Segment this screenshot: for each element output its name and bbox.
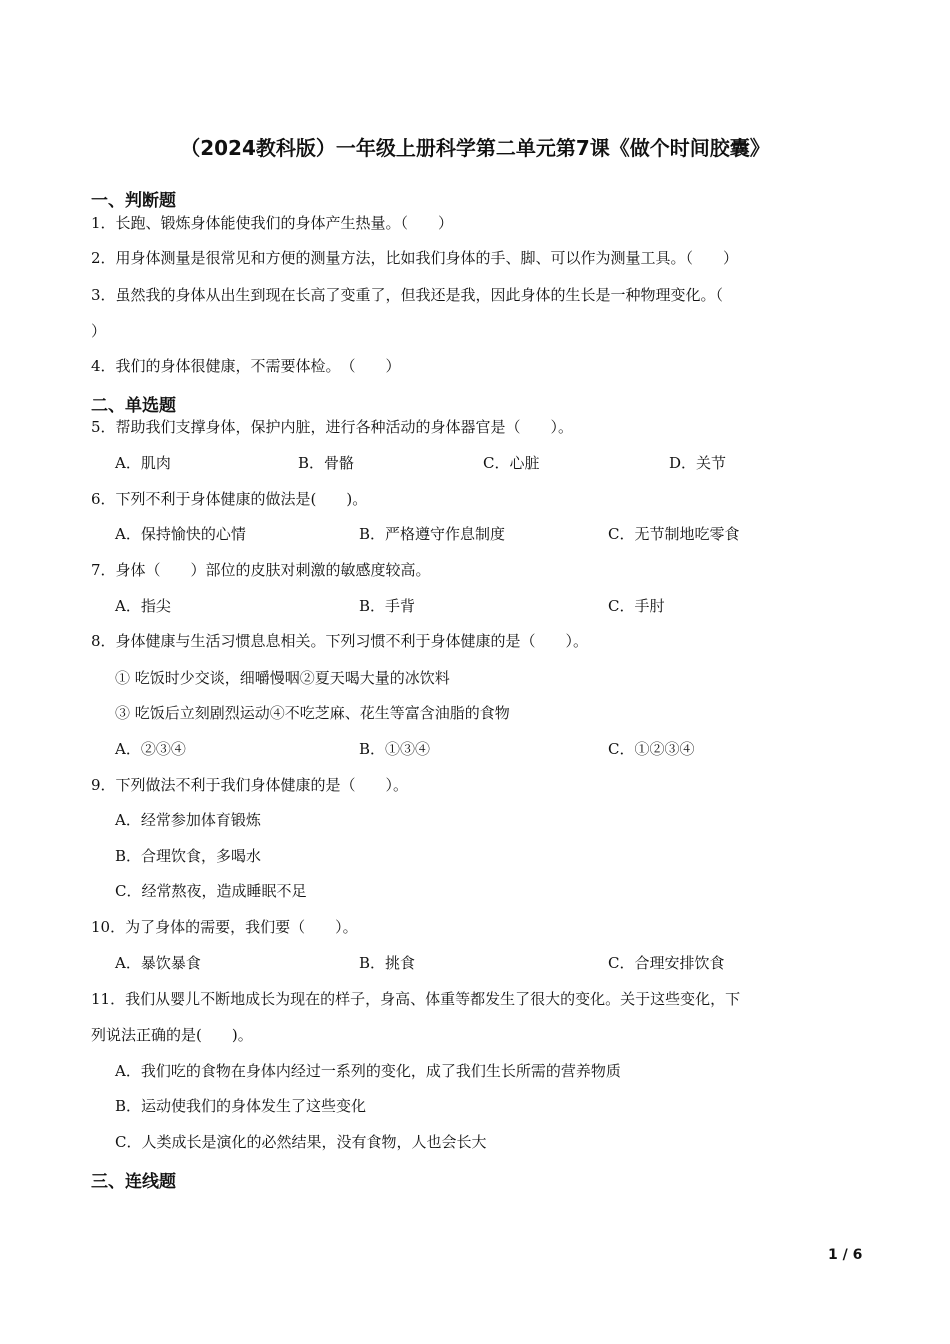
page-number: 1 / 6 — [828, 1247, 863, 1263]
question-8: 8．身体健康与生活习惯息息相关。下列习惯不利于身体健康的是（ ）。 — [91, 632, 589, 650]
option-11c: C．人类成长是演化的必然结果，没有食物，人也会长大 — [115, 1133, 487, 1151]
option-7b: B．手背 — [359, 597, 416, 615]
section-heading-judgment: 一、判断题 — [91, 191, 176, 211]
question-4: 4．我们的身体很健康，不需要体检。 （ ） — [91, 357, 401, 375]
question-7: 7．身体（ ）部位的皮肤对刺激的敏感度较高。 — [91, 561, 431, 579]
question-3: 3．虽然我的身体从出生到现在长高了变重了，但我还是我，因此身体的生长是一种物理变化。（ — [91, 286, 724, 304]
option-11a: A．我们吃的食物在身体内经过一系列的变化，成了我们生长所需的营养物质 — [115, 1062, 621, 1080]
question-1: 1．长跑、锻炼身体能使我们的身体产生热量。（ ） — [91, 214, 454, 232]
question-10: 10．为了身体的需要，我们要（ ）。 — [91, 918, 358, 936]
question-8-statement-2: ③ 吃饭后立刻剧烈运动④不吃芝麻、花生等富含油脂的食物 — [115, 704, 510, 722]
option-10c: C．合理安排饮食 — [608, 954, 725, 972]
option-5d: D．关节 — [669, 454, 727, 472]
option-8c: C．①②③④ — [608, 740, 695, 758]
option-8b: B．①③④ — [359, 740, 431, 758]
option-6a: A．保持愉快的心情 — [115, 525, 246, 543]
option-10a: A．暴饮暴食 — [115, 954, 201, 972]
question-3-continued: ） — [91, 322, 107, 340]
option-5c: C．心脏 — [483, 454, 540, 472]
question-11-continued: 列说法正确的是( )。 — [91, 1026, 253, 1044]
option-6c: C．无节制地吃零食 — [608, 525, 740, 543]
option-7c: C．手肘 — [608, 597, 665, 615]
option-8a: A．②③④ — [115, 740, 186, 758]
option-5a: A．肌肉 — [115, 454, 171, 472]
option-7a: A．指尖 — [115, 597, 171, 615]
option-11b: B．运动使我们的身体发生了这些变化 — [115, 1097, 367, 1115]
question-8-statement-1: ① 吃饭时少交谈，细嚼慢咽②夏天喝大量的冰饮料 — [115, 669, 450, 687]
section-heading-single-choice: 二、单选题 — [91, 396, 176, 416]
section-heading-matching: 三、连线题 — [91, 1172, 176, 1192]
option-6b: B．严格遵守作息制度 — [359, 525, 506, 543]
question-2: 2．用身体测量是很常见和方便的测量方法，比如我们身体的手、脚、可以作为测量工具。（ ） — [91, 249, 739, 267]
option-5b: B．骨骼 — [298, 454, 355, 472]
document-title: （2024教科版）一年级上册科学第二单元第7课《做个时间胶囊》 — [180, 136, 770, 160]
question-9: 9．下列做法不利于我们身体健康的是（ ）。 — [91, 776, 409, 794]
question-5: 5．帮助我们支撑身体，保护内脏，进行各种活动的身体器官是（ ）。 — [91, 418, 574, 436]
option-9a: A．经常参加体育锻炼 — [115, 811, 261, 829]
question-6: 6．下列不利于身体健康的做法是( )。 — [91, 490, 368, 508]
option-10b: B．挑食 — [359, 954, 416, 972]
option-9c: C．经常熬夜，造成睡眠不足 — [115, 882, 307, 900]
option-9b: B．合理饮食，多喝水 — [115, 847, 262, 865]
question-11: 11．我们从婴儿不断地成长为现在的样子，身高、体重等都发生了很大的变化。关于这些变化，下 — [91, 990, 741, 1008]
